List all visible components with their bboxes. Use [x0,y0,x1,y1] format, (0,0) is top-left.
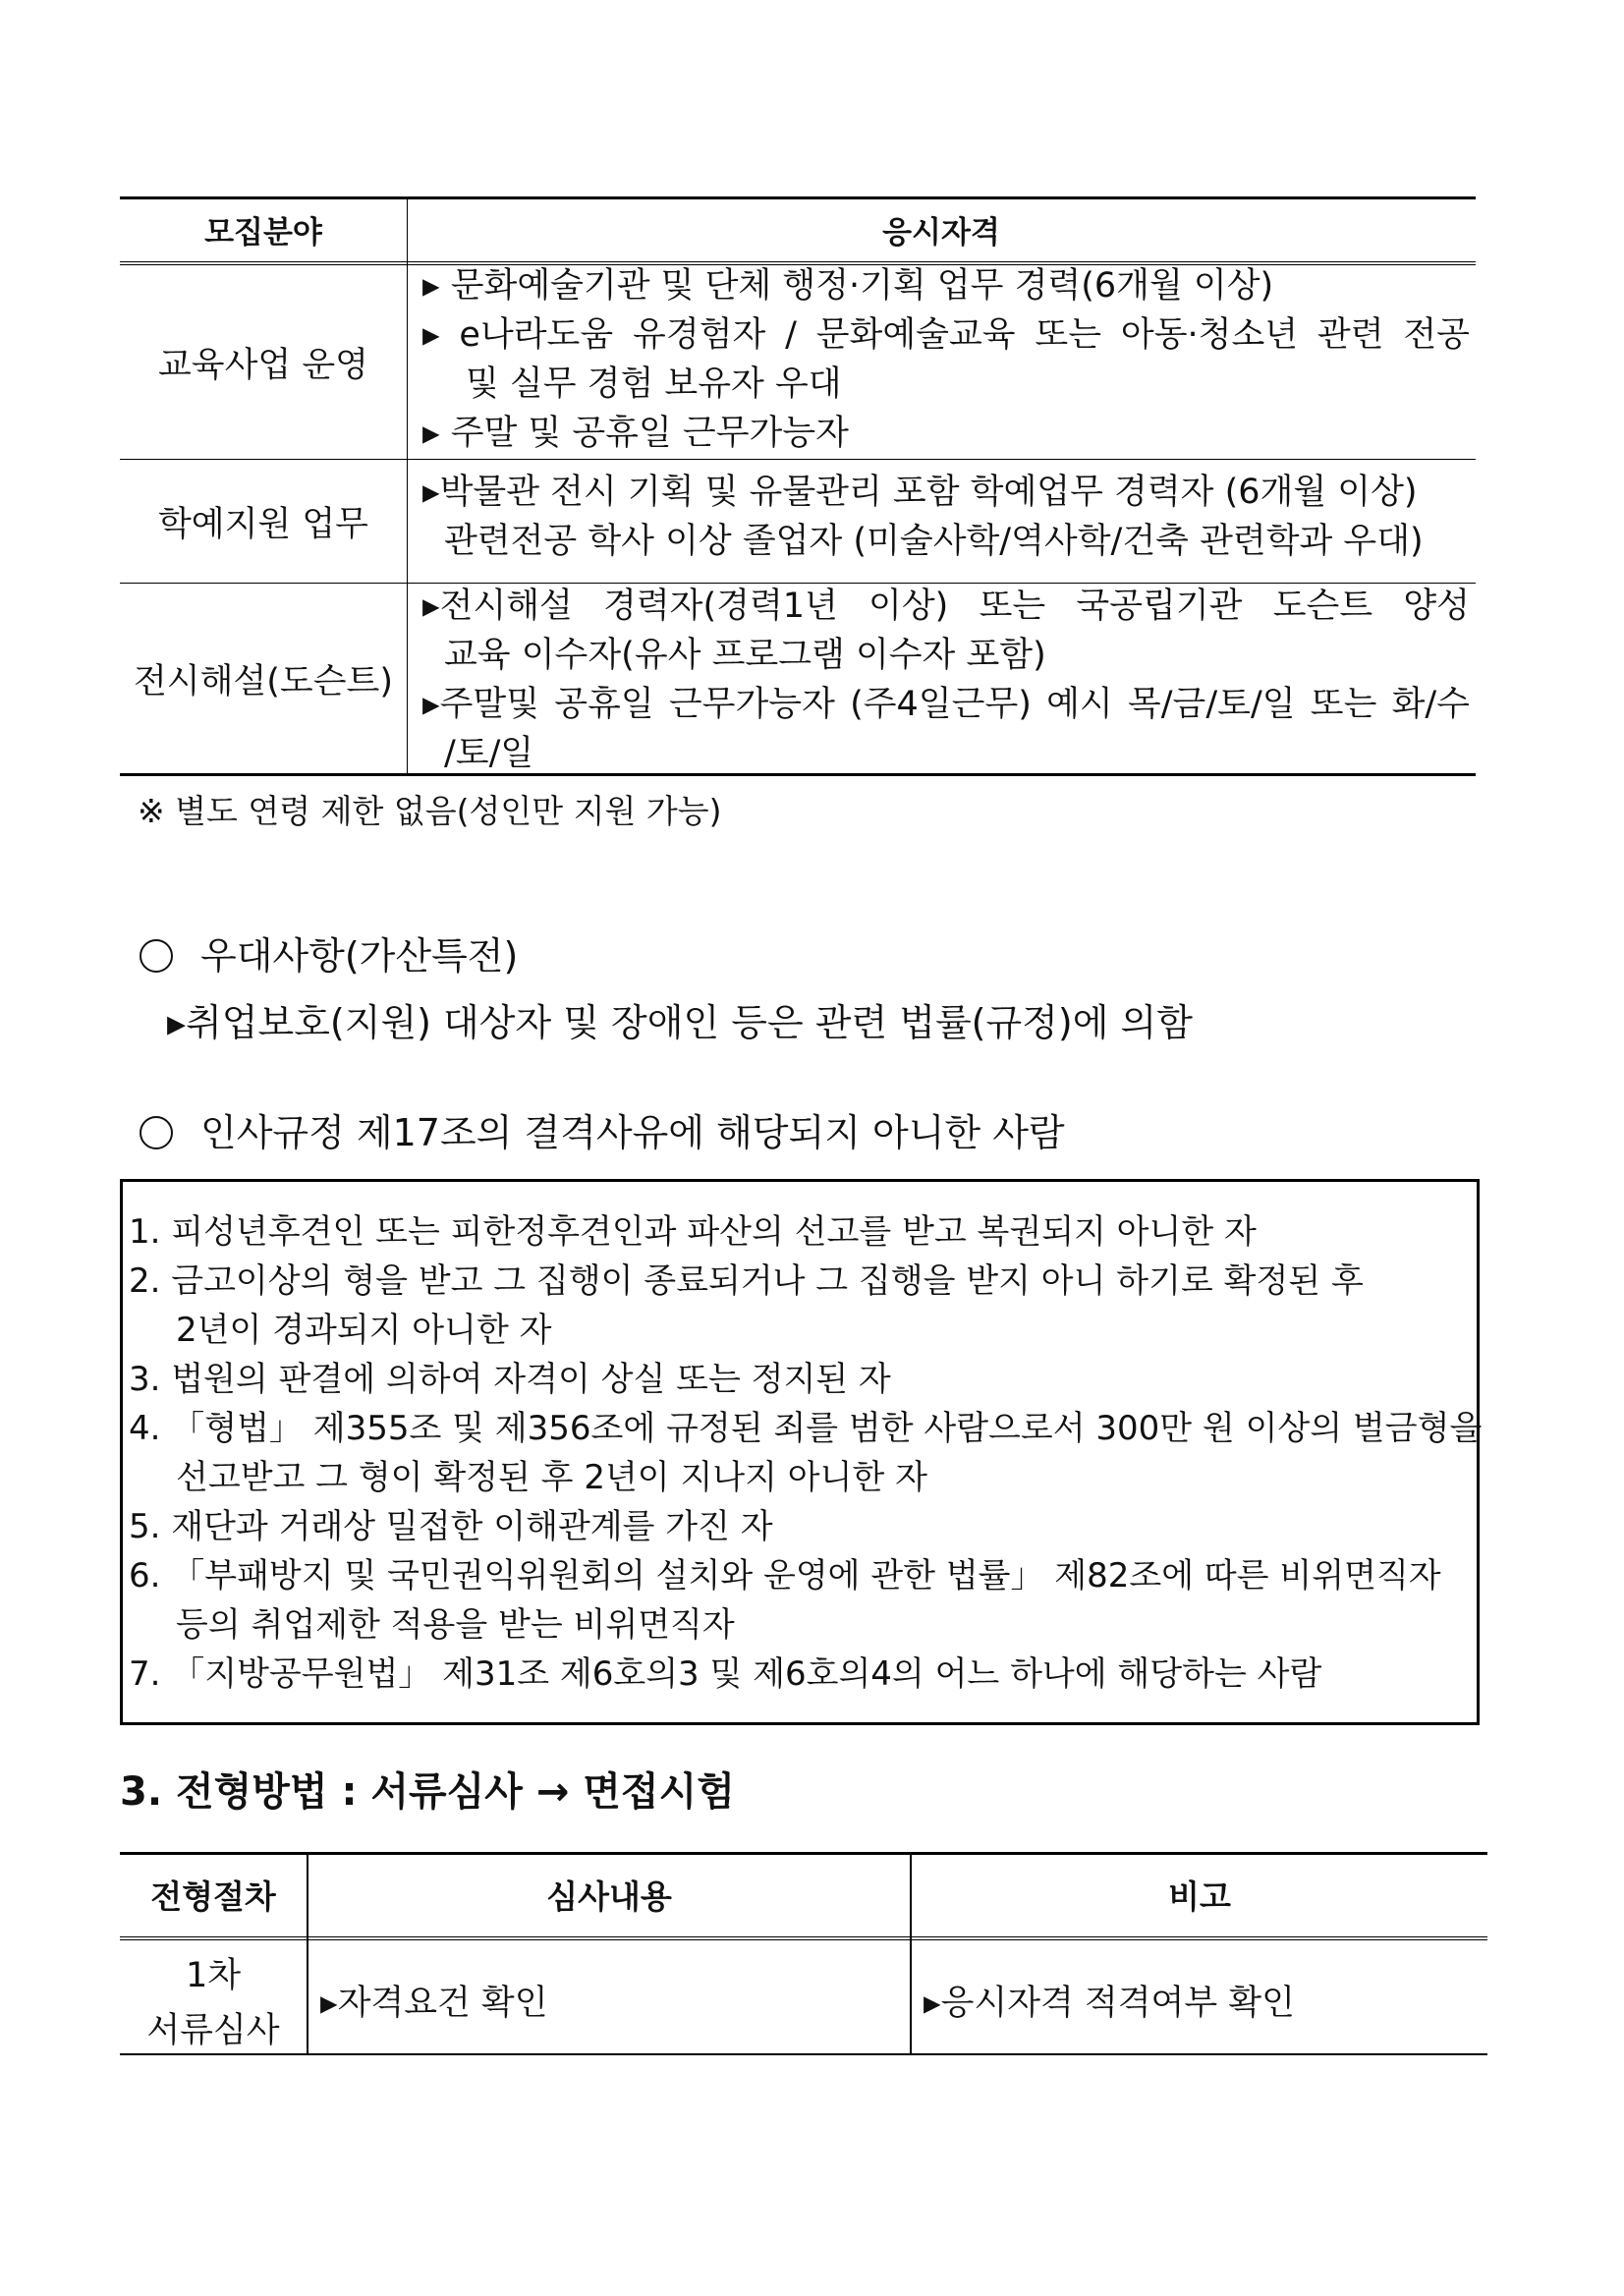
qual-line: ▸주말및 공휴일 근무가능자 (주4일근무) 예시 목/금/토/일 또는 화/수 [422,685,1470,724]
disqualification-item: 5. 재단과 거래상 밀접한 이해관계를 가진 자 [129,1507,773,1546]
disqualification-item: 3. 법원의 판결에 의하여 자격이 상실 또는 정지된 자 [129,1360,891,1399]
qual-line: ▸박물관 전시 기획 및 유물관리 포함 학예업무 경력자 (6개월 이상) [422,473,1418,512]
disqualification-item: 2년이 경과되지 아니한 자 [176,1311,552,1350]
field-curatorial: 학예지원 업무 [158,504,368,544]
qual-line: ▸ 주말 및 공휴일 근무가능자 [422,414,849,453]
disqualification-title: 인사규정 제17조의 결격사유에 해당되지 아니한 사람 [200,1111,1065,1154]
qual-line: 교육 이수자(유사 프로그램 이수자 포함) [444,636,1046,675]
disqualification-item: 1. 피성년후견인 또는 피한정후견인과 파산의 선고를 받고 복권되지 아니한 자 [129,1212,1257,1252]
section-3-heading: 3. 전형방법 : 서류심사 → 면접시험 [120,1769,735,1815]
disqualification-item: 등의 취업제한 적용을 받는 비위면직자 [176,1605,735,1645]
field-education: 교육사업 운영 [158,345,368,385]
step-line-1: 1차 [185,1956,242,1995]
disqualification-box [120,1179,1483,1725]
step-cell [120,1948,307,2052]
preference-item: ▸취업보호(지원) 대상자 및 장애인 등은 관련 법률(규정)에 의함 [167,1001,1193,1044]
qual-line: 및 실무 경험 보유자 우대 [466,364,842,404]
qual-line: ▸전시해설 경력자(경력1년 이상) 또는 국공립기관 도슨트 양성 [422,587,1470,626]
remark-cell: ▸응시자격 적격여부 확인 [924,1984,1295,2023]
circle-bullet-icon [140,1116,173,1149]
disqualification-title-row [140,1102,1065,1156]
circle-bullet-icon [140,939,173,973]
screening-table [120,1852,1487,2055]
header-field: 모집분야 [204,214,322,251]
disqualification-item: 2. 금고이상의 형을 받고 그 집행이 종료되거나 그 집행을 받지 아니 하기로 확정된 후 [129,1261,1364,1301]
table-header-rule [120,1936,1487,1940]
disqualification-item: 7. 「지방공무원법」 제31조 제6호의3 및 제6호의4의 어느 하나에 해당하는 사람 [129,1654,1322,1694]
table-bottom-rule [120,2053,1487,2055]
step-line-2: 서류심사 [146,2011,280,2050]
header-qualification: 응시자격 [882,214,1000,251]
table-bottom-rule [120,773,1476,776]
content-cell: ▸자격요건 확인 [320,1984,548,2023]
disqualification-item: 선고받고 그 형이 확정된 후 2년이 지나지 아니한 자 [176,1458,927,1497]
disqualification-item: 6. 「부패방지 및 국민권익위원회의 설치와 운영에 관한 법률」 제82조에 따른 비위면직자 [129,1556,1441,1596]
table-column-rule [407,196,408,776]
disqualification-item: 4. 「형법」 제355조 및 제356조에 규정된 죄를 범한 사람으로서 300만 원 이상의 벌금형을 [129,1409,1483,1448]
field-docent: 전시해설(도슨트) [134,661,393,701]
qualification-table [120,196,1476,776]
qual-line: ▸ e나라도움 유경험자 / 문화예술교육 또는 아동·청소년 관련 전공 [422,315,1470,355]
qual-line: 관련전공 학사 이상 졸업자 (미술사학/역사학/건축 관련학과 우대) [444,522,1424,561]
preference-title-row [140,925,518,980]
qual-line: ▸ 문화예술기관 및 단체 행정·기획 업무 경력(6개월 이상) [422,266,1274,306]
qual-line: /토/일 [444,734,534,773]
header-content: 심사내용 [546,1876,672,1916]
age-note: ※ 별도 연령 제한 없음(성인만 지원 가능) [138,792,722,830]
header-step: 전형절차 [150,1876,276,1916]
header-remark: 비고 [1168,1876,1231,1916]
preference-title: 우대사항(가산특전) [200,934,519,978]
